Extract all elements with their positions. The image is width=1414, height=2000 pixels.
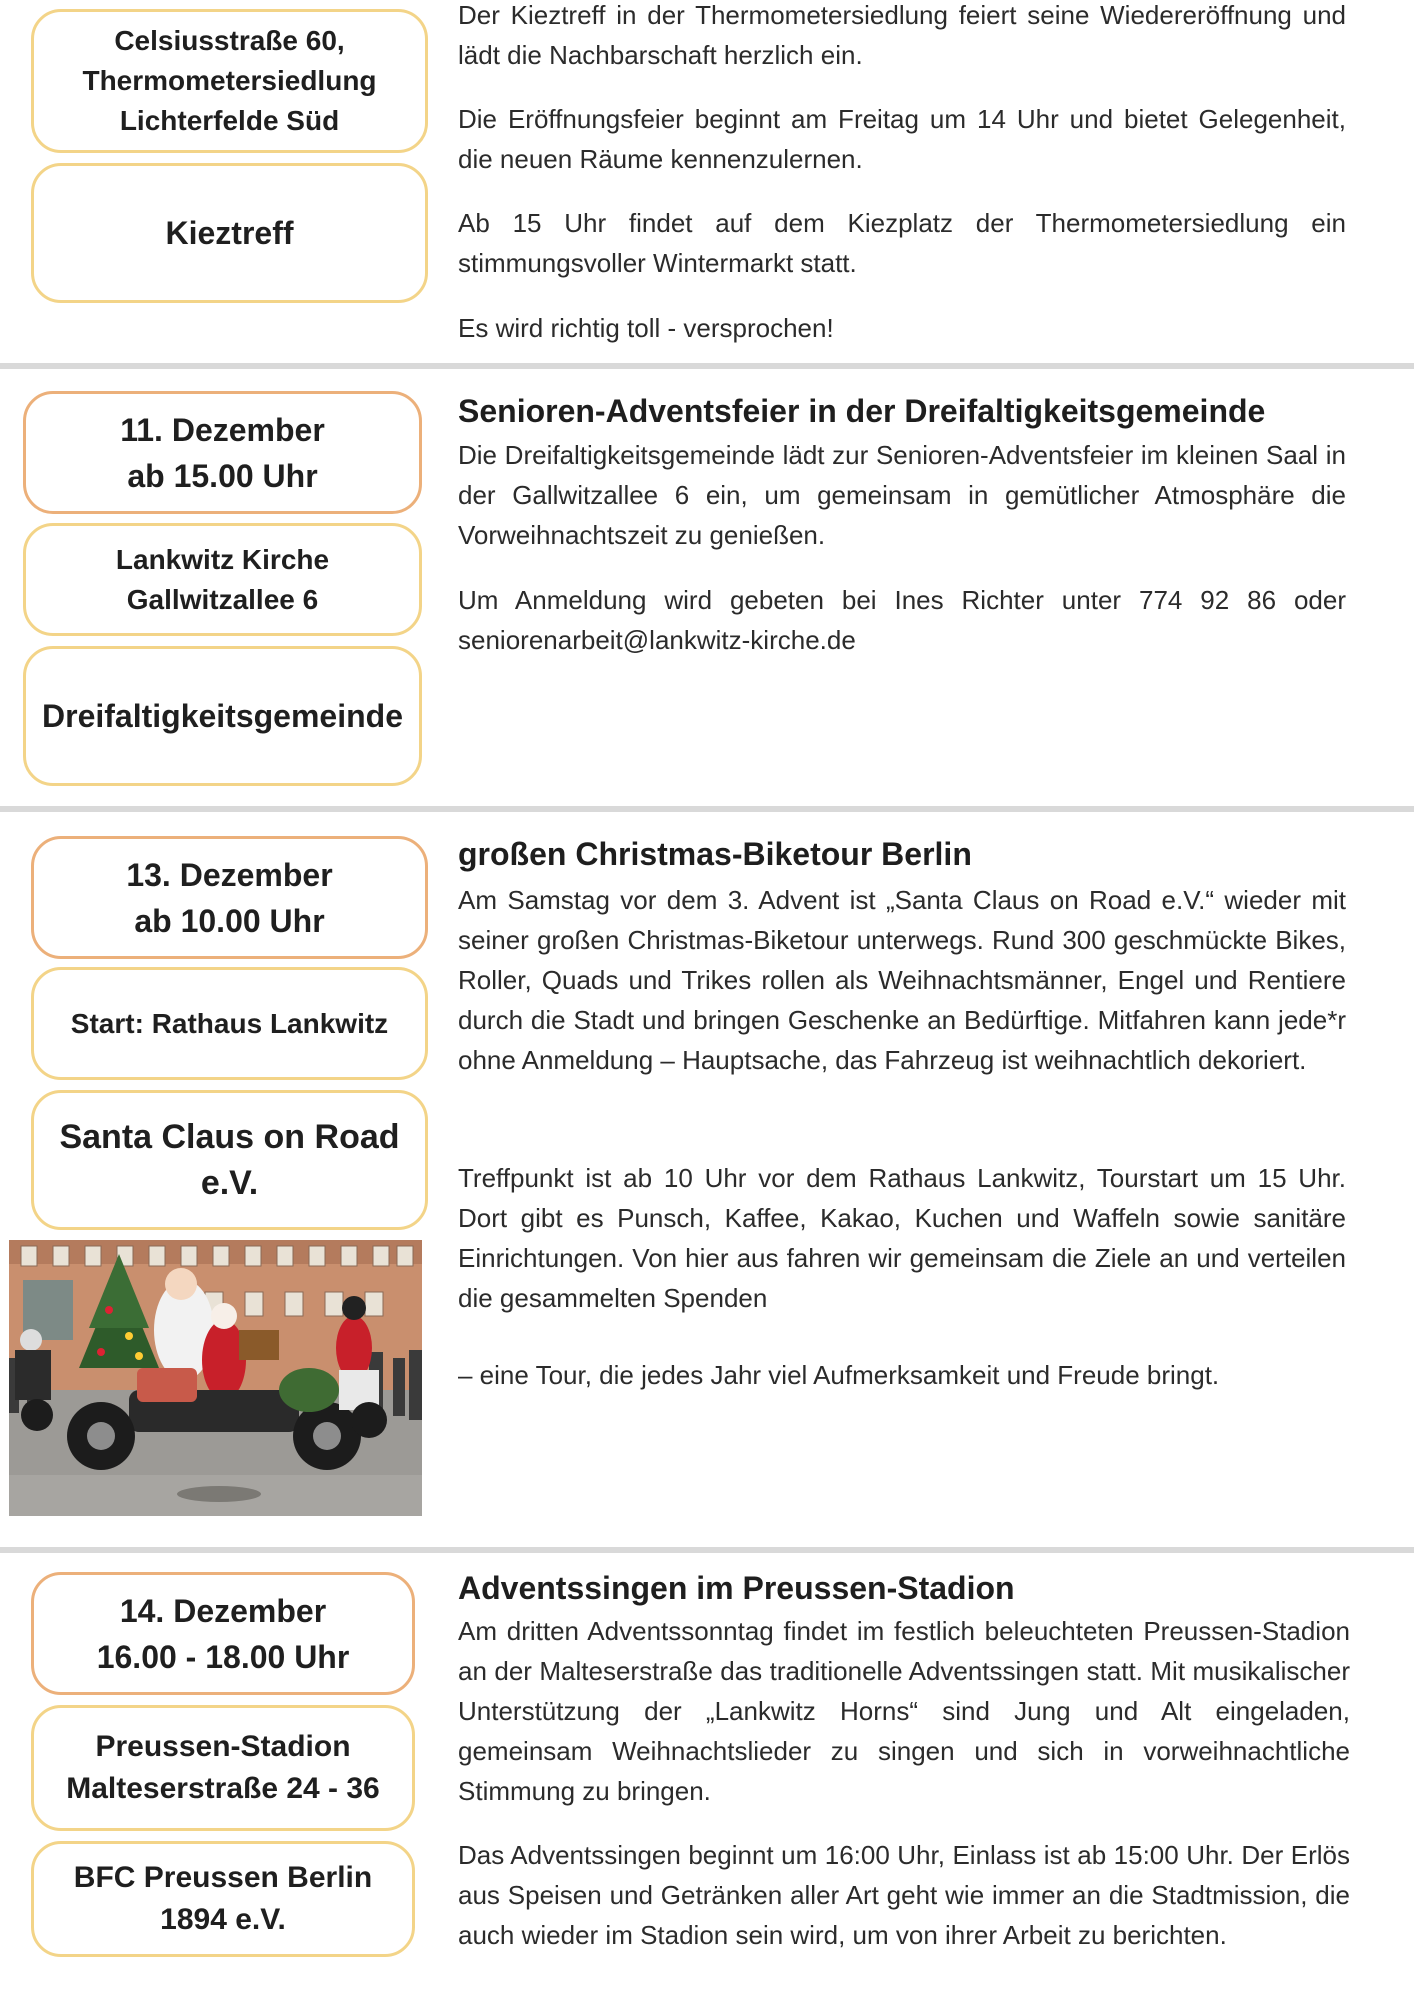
- event-title: Adventssingen im Preussen-Stadion: [458, 1570, 1015, 1606]
- organizer-name: Santa Claus on Road: [59, 1118, 400, 1156]
- event-paragraph: – eine Tour, die jedes Jahr viel Aufmerksamkeit und Freude bringt.: [458, 1360, 1220, 1390]
- section-separator: [0, 1547, 1414, 1553]
- location-box: [31, 967, 428, 1080]
- location-line: Preussen-Stadion: [95, 1730, 351, 1763]
- address-line: Thermometersiedlung: [82, 65, 377, 96]
- date-line: 14. Dezember: [119, 1592, 327, 1629]
- organizer-name: 1894 e.V.: [160, 1903, 286, 1936]
- time-line: ab 10.00 Uhr: [134, 902, 325, 939]
- organizer-box: [31, 163, 428, 303]
- biketour-photo: [9, 1240, 422, 1516]
- organizer-box: [31, 1090, 428, 1230]
- address-line: Celsiusstraße 60,: [114, 25, 345, 56]
- address-line: Lichterfelde Süd: [119, 105, 340, 136]
- event-paragraph: Am dritten Adventssonntag findet im festlich beleuchteten Preussen-Stadion an der Malteserstraße das traditionelle Adventssingen statt. Mit musikalischer Unterstützung der „Lankwitz Horns“ sind Jung und Alt eingeladen, gemeinsam Weihnachtslieder zu singen und sich in vorweihnachtliche Stimmung zu bringen.: [458, 1616, 1350, 1806]
- location-line: Malteserstraße 24 - 36: [66, 1772, 380, 1805]
- date-line: 13. Dezember: [126, 856, 333, 893]
- time-line: 16.00 - 18.00 Uhr: [96, 1638, 350, 1675]
- section-separator: [0, 363, 1414, 369]
- event-paragraph: Die Eröffnungsfeier beginnt am Freitag um 14 Uhr und bietet Gelegenheit, die neuen Räume kennenzulernen.: [458, 104, 1346, 174]
- location-line: Lankwitz Kirche: [115, 543, 330, 575]
- event-paragraph: Das Adventssingen beginnt um 16:00 Uhr, Einlass ist ab 15:00 Uhr. Der Erlös aus Speisen und Getränken aller Art geht wie immer an die Stadtmission, die auch wieder im Stadion sein wird, um von ihrer Arbeit zu berichten.: [458, 1840, 1350, 1950]
- event-paragraph: Treffpunkt ist ab 10 Uhr vor dem Rathaus Lankwitz, Tourstart um 15 Uhr. Dort gibt es Punsch, Kaffee, Kakao, Kuchen und Waffeln sowie sanitäre Einrichtungen. Von hier aus fahren wir gemeinsam die Ziele an und verteilen die gesammelten Spenden: [458, 1163, 1346, 1313]
- event-paragraph: Der Kieztreff in der Thermometersiedlung feiert seine Wiedereröffnung und lädt die Nachbarschaft herzlich ein.: [458, 0, 1346, 70]
- location-line: Start: Rathaus Lankwitz: [70, 1007, 389, 1039]
- date-box: [31, 1572, 415, 1695]
- organizer-name: BFC Preussen Berlin: [73, 1861, 373, 1894]
- event-paragraph: Am Samstag vor dem 3. Advent ist „Santa Claus on Road e.V.“ wieder mit seiner großen Christmas-Biketour unterwegs. Rund 300 geschmückte Bikes, Roller, Quads und Trikes rollen als Weihnachtsmänner, Engel und Rentiere durch die Stadt und bringen Geschenke an Bedürftige. Mitfahren kann jede*r ohne Anmeldung – Hauptsache, das Fahrzeug ist weihnachtlich dekoriert.: [458, 885, 1346, 1075]
- location-box: [31, 1705, 415, 1831]
- event-paragraph: Ab 15 Uhr findet auf dem Kiezplatz der Thermometersiedlung ein stimmungsvoller Wintermarkt statt.: [458, 208, 1346, 278]
- event-paragraph: Um Anmeldung wird gebeten bei Ines Richter unter 774 92 86 oder seniorenarbeit@lankwitz-kirche.de: [458, 585, 1346, 655]
- event-paragraph: Es wird richtig toll - versprochen!: [458, 313, 834, 343]
- section-separator: [0, 806, 1414, 812]
- time-line: ab 15.00 Uhr: [127, 457, 318, 494]
- organizer-box: [23, 646, 422, 786]
- event-paragraph: Die Dreifaltigkeitsgemeinde lädt zur Senioren-Adventsfeier im kleinen Saal in der Gallwitzallee 6 ein, um gemeinsam in gemütlicher Atmosphäre die Vorweihnachtszeit zu genießen.: [458, 440, 1346, 550]
- address-box: [31, 9, 428, 153]
- location-line: Gallwitzallee 6: [126, 583, 319, 615]
- location-box: [23, 523, 422, 636]
- event-title: großen Christmas-Biketour Berlin: [458, 836, 972, 872]
- organizer-name: e.V.: [200, 1164, 259, 1202]
- date-box: [23, 391, 422, 514]
- organizer-box: [31, 1841, 415, 1957]
- organizer-name: Kieztreff: [165, 214, 294, 251]
- date-line: 11. Dezember: [120, 411, 325, 448]
- date-box: [31, 836, 428, 959]
- organizer-name: Dreifaltigkeitsgemeinde: [42, 697, 403, 734]
- event-title: Senioren-Adventsfeier in der Dreifaltigkeitsgemeinde: [458, 393, 1266, 429]
